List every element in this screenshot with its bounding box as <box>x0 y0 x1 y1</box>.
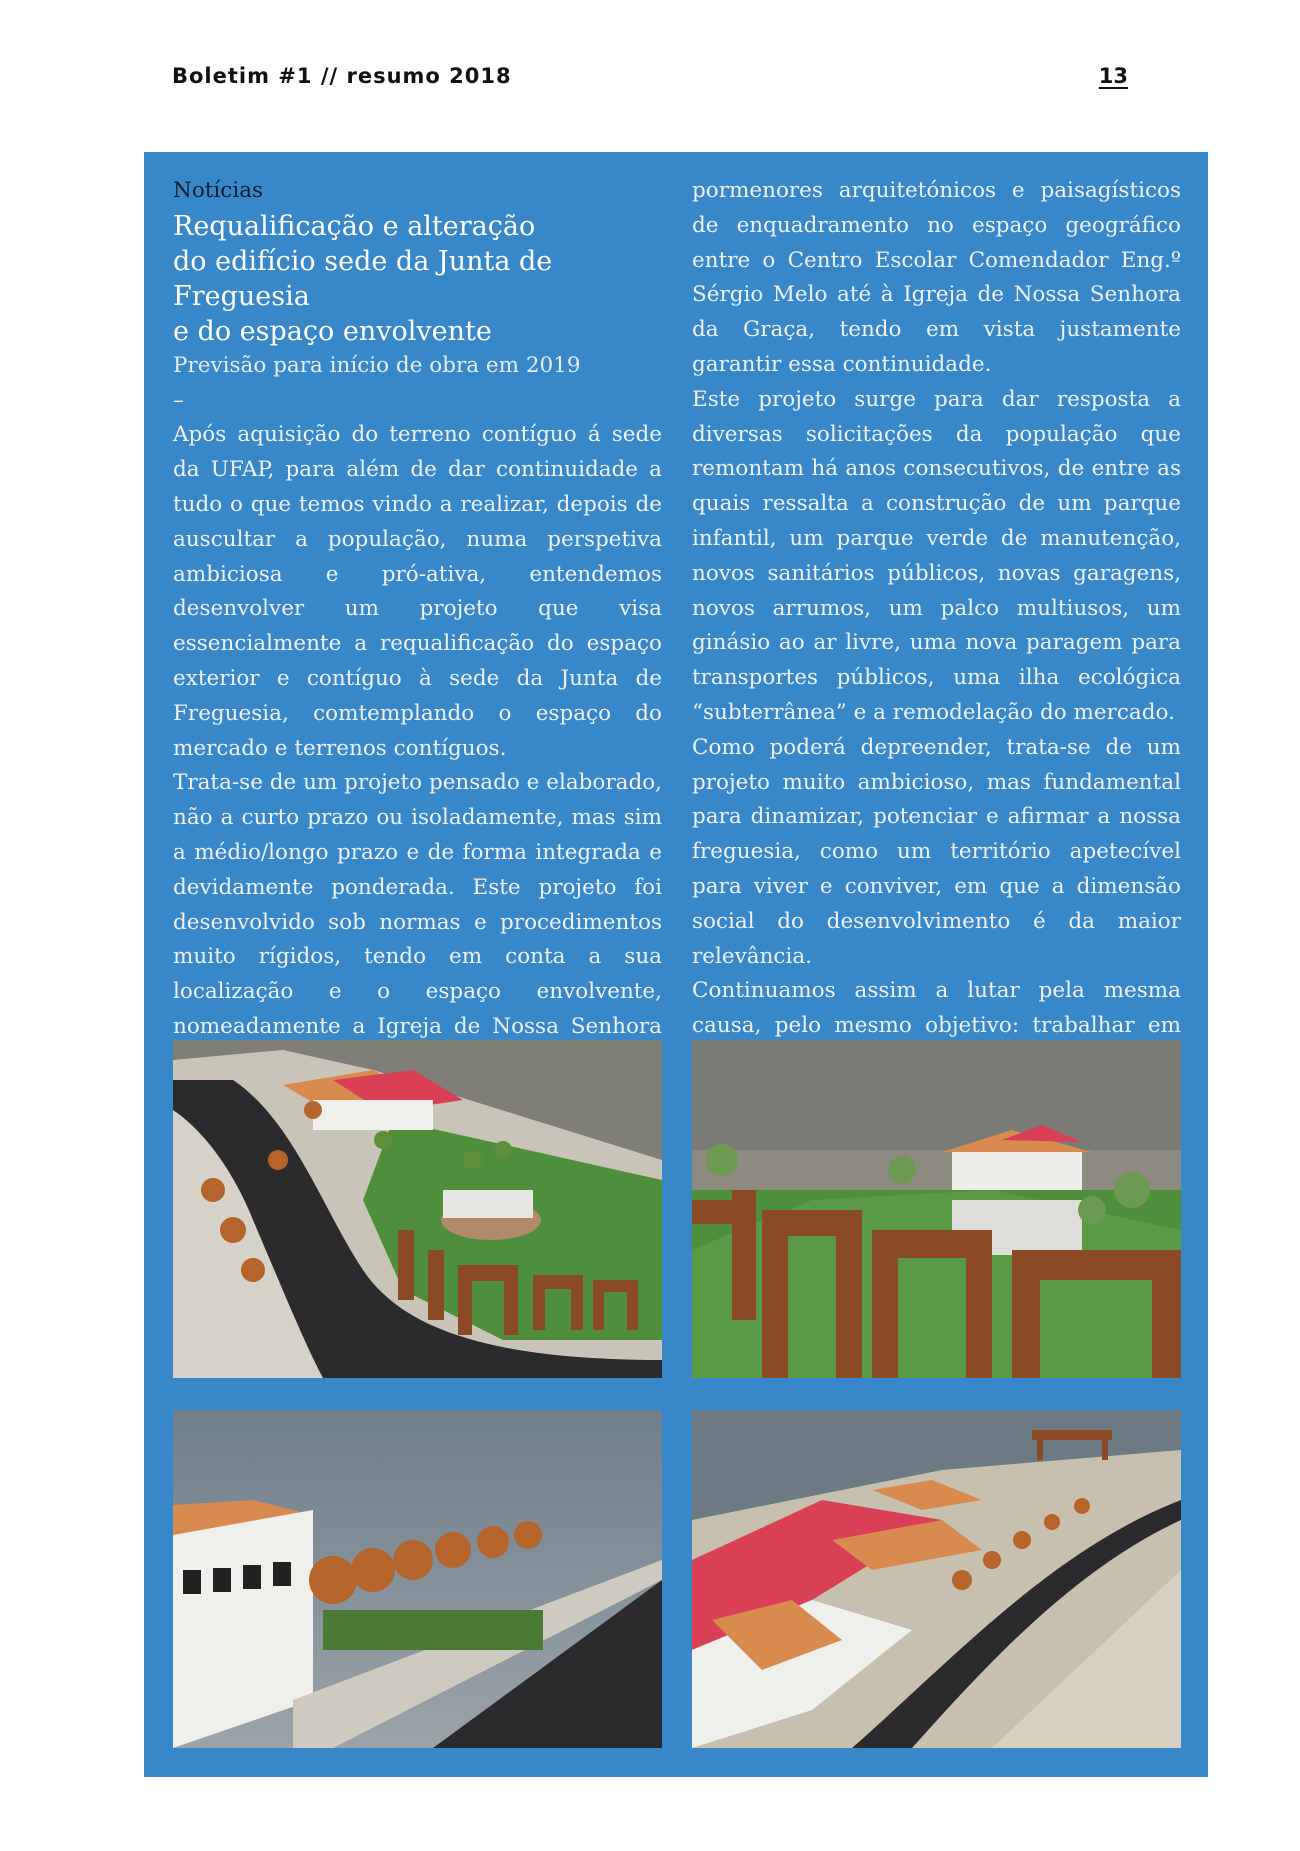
body-paragraph: Este projeto surge para dar resposta a diversas solicitações da população que remontam há anos consecutivos, de entre as quais ressalta a construção de um parque infantil, um parque verde de manutenção, novos sanitários públicos, novas garagens, novos arrumos, um palco multiusos, um ginásio ao ar livre, uma nova paragem para transportes públicos, uma ilha ecológica “subterrânea” e a remodelação do mercado. <box>692 386 1181 725</box>
headline-line: Requalificação e alteração <box>173 210 536 242</box>
render-aerial-park <box>173 1040 662 1378</box>
render-aerial-roofs <box>692 1410 1181 1748</box>
separator-dash: – <box>173 387 184 413</box>
headline-line: do edifício sede da Junta de Freguesia <box>173 245 553 312</box>
render-building-street <box>173 1410 662 1748</box>
article-panel <box>144 152 1208 1777</box>
page-header <box>172 64 1128 94</box>
body-paragraph: Continuamos assim a lutar pela mesma causa, pelo mesmo objetivo: trabalhar em <box>692 978 1181 1039</box>
article-headline <box>173 209 662 349</box>
body-paragraph: Trata-se de um projeto pensado e elaborado, não a curto prazo ou isoladamente, mas sim a médio/longo prazo e de forma integrada e devidamente ponderada. Este projeto foi desenvolvido sob normas e procedimentos muito rígidos, tendo em conta a sua localização e o espaço envolvente, nomeadamente a Igreja de Nossa Senhora <box>173 770 662 1039</box>
body-paragraph: Após aquisição do terreno contíguo á sede da UFAP, para além de dar continuidade a tudo o que temos vindo a realizar, depois de auscultar a população, numa perspetiva ambiciosa e pró-ativa, entendemos desenvolver um projeto que visa essencialmente a requalificação do espaço exterior e contíguo à sede da Junta de Freguesia, comtemplando o espaço do mercado e terrenos contíguos. <box>173 422 662 761</box>
render-arches-view <box>692 1040 1181 1378</box>
body-paragraph: Como poderá depreender, trata-se de um projeto muito ambicioso, mas fundamental para dinamizar, potenciar e afirmar a nossa freguesia, como um território apetecível para viver e conviver, em que a dimensão social do desenvolvimento é da maior relevância. <box>692 734 1181 969</box>
section-kicker: Notícias <box>173 178 264 203</box>
article-column-right <box>692 174 1181 1114</box>
headline-line: e do espaço envolvente <box>173 315 492 347</box>
body-paragraph: pormenores arquitetónicos e paisagísticos de enquadramento no espaço geográfico entre o Centro Escolar Comendador Eng.º Sérgio Melo até à Igreja de Nossa Senhora da Graça, tendo em vista justamente garantir essa continuidade. <box>692 178 1181 377</box>
page-number: 13 <box>1098 64 1128 88</box>
article-column-left <box>173 174 662 1149</box>
bulletin-title: Boletim #1 // resumo 2018 <box>172 64 512 88</box>
article-subheadline: Previsão para início de obra em 2019 <box>173 352 581 378</box>
